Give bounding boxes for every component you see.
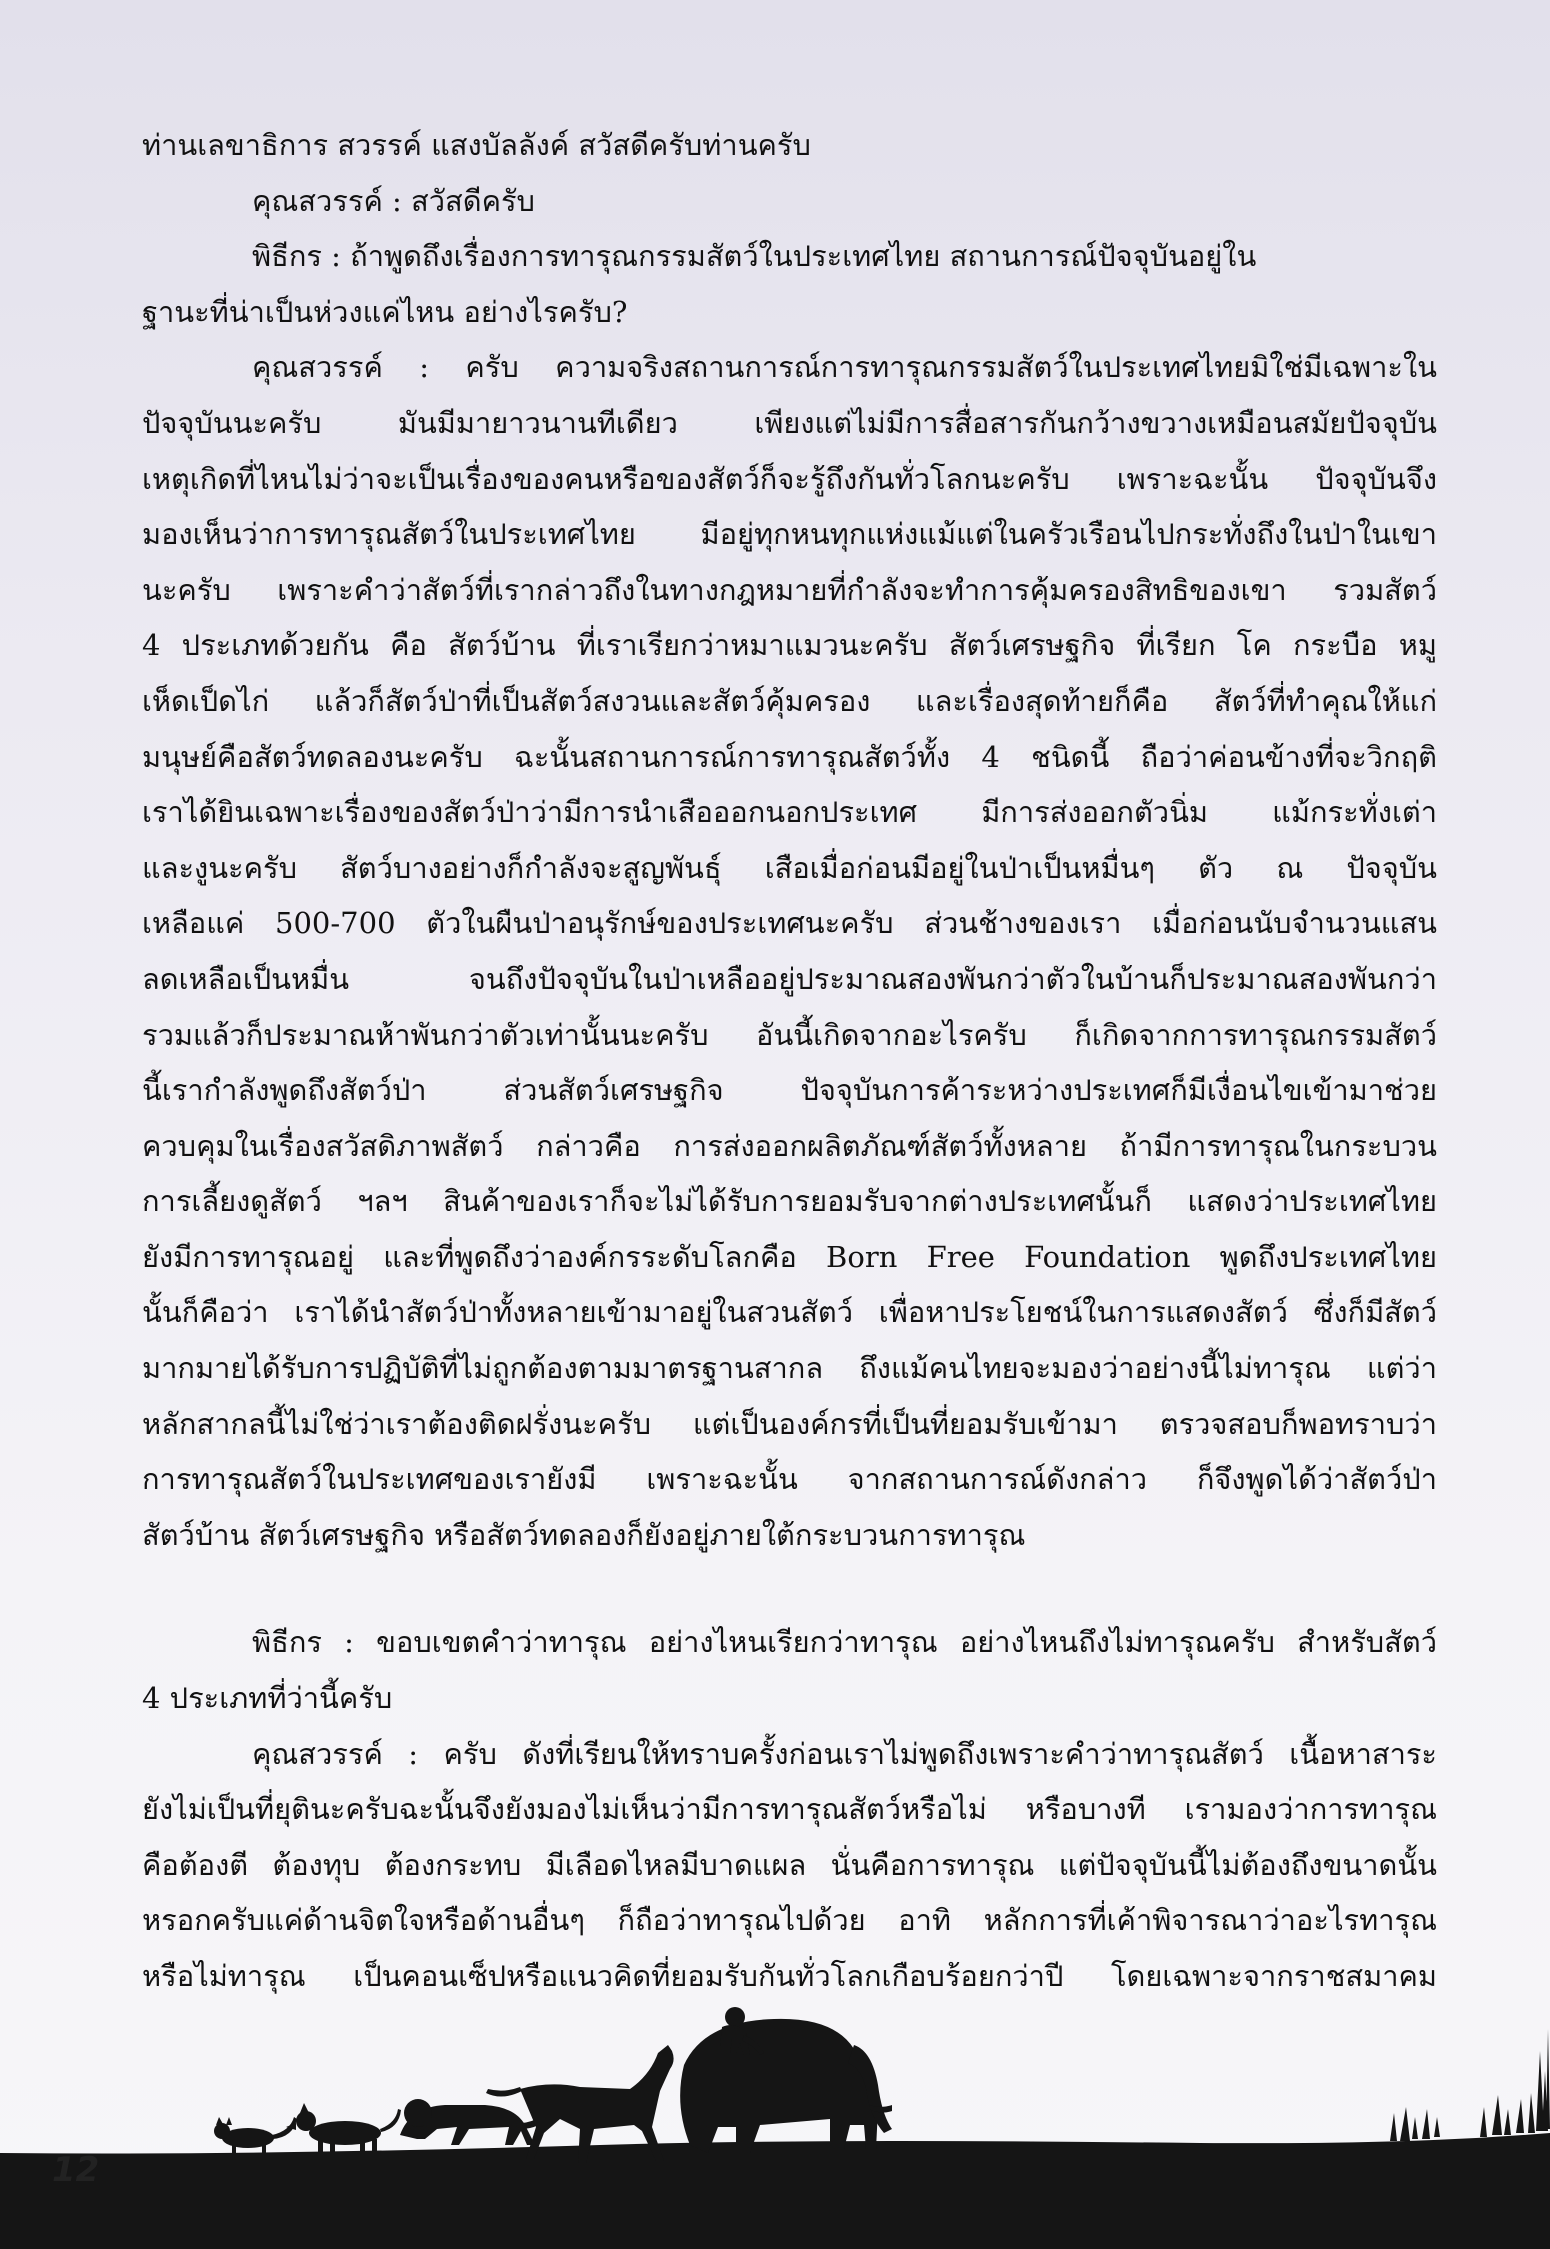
text-line: มองเห็นว่าการทารุณสัตว์ในประเทศไทย มีอยู่ทุกหนทุกแห่งแม้แต่ในครัวเรือนไปกระทั่งถึงในป่าในเขา bbox=[142, 517, 1437, 552]
elephant-icon bbox=[680, 2019, 892, 2153]
text-line: ควบคุมในเรื่องสวัสดิภาพสัตว์ กล่าวคือ การส่งออกผลิตภัณฑ์สัตว์ทั้งหลาย ถ้ามีการทารุณในกระบวน bbox=[142, 1128, 1437, 1163]
text-line: คุณสวรรค์ : ครับ ความจริงสถานการณ์การทารุณกรรมสัตว์ในประเทศไทยมิใช่มีเฉพาะใน bbox=[252, 350, 1437, 385]
text-line: และงูนะครับ สัตว์บางอย่างก็กำลังจะสูญพันธุ์ เสือเมื่อก่อนมีอยู่ในป่าเป็นหมื่นๆ ตัว ณ ปัจจุบัน bbox=[142, 850, 1437, 885]
text-line: มากมายได้รับการปฏิบัติที่ไม่ถูกต้องตามมาตรฐานสากล ถึงแม้คนไทยจะมองว่าอย่างนี้ไม่ทารุณ แต่ว่า bbox=[142, 1351, 1437, 1386]
text-line: คุณสวรรค์ : ครับ ดังที่เรียนให้ทราบครั้งก่อนเราไม่พูดถึงเพราะคำว่าทารุณสัตว์ เนื้อหาสาระ bbox=[252, 1736, 1437, 1771]
text-line: นะครับ เพราะคำว่าสัตว์ที่เรากล่าวถึงในทางกฎหมายที่กำลังจะทำการคุ้มครองสิทธิของเขา รวมสัตว์ bbox=[142, 572, 1437, 607]
text-line: พิธีกร : ขอบเขตคำว่าทารุณ อย่างไหนเรียกว่าทารุณ อย่างไหนถึงไม่ทารุณครับ สำหรับสัตว์ bbox=[252, 1625, 1437, 1660]
text-line: ลดเหลือเป็นหมื่น จนถึงปัจจุบันในป่าเหลืออยู่ประมาณสองพันกว่าตัวในบ้านก็ประมาณสองพันกว่า bbox=[142, 961, 1437, 996]
text-line: เหตุเกิดที่ไหนไม่ว่าจะเป็นเรื่องของคนหรือของสัตว์ก็จะรู้ถึงกันทั่วโลกนะครับ เพราะฉะนั้น ปัจจุบันจึง bbox=[142, 461, 1437, 496]
animal-silhouette-footer bbox=[0, 2005, 1550, 2249]
text-line: ปัจจุบันนะครับ มันมีมายาวนานทีเดียว เพียงแต่ไม่มีการสื่อสารกันกว้างขวางเหมือนสมัยปัจจุบัน bbox=[142, 405, 1437, 440]
page-number: 12 bbox=[52, 2150, 100, 2190]
text-line: การเลี้ยงดูสัตว์ ฯลฯ สินค้าของเราก็จะไม่ได้รับการยอมรับจากต่างประเทศนั้นก็ แสดงว่าประเทศไทย bbox=[142, 1184, 1437, 1219]
text-line: สัตว์บ้าน สัตว์เศรษฐกิจ หรือสัตว์ทดลองก็ยังอยู่ภายใต้กระบวนการทารุณ bbox=[142, 1517, 1026, 1552]
body-text bbox=[142, 118, 1437, 2005]
cat-icon bbox=[214, 2117, 297, 2155]
text-line: มนุษย์คือสัตว์ทดลองนะครับ ฉะนั้นสถานการณ์การทารุณสัตว์ทั้ง 4 ชนิดนี้ ถือว่าค่อนข้างที่จะวิกฤติ bbox=[142, 739, 1437, 774]
text-line: คือต้องตี ต้องทุบ ต้องกระทบ มีเลือดไหลมีบาดแผล นั่นคือการทารุณ แต่ปัจจุบันนี้ไม่ต้องถึงขนาดนั้น bbox=[142, 1847, 1437, 1882]
text-line: พิธีกร : ถ้าพูดถึงเรื่องการทารุณกรรมสัตว์ในประเทศไทย สถานการณ์ปัจจุบันอยู่ใน bbox=[252, 239, 1257, 274]
text-line: นั้นก็คือว่า เราได้นำสัตว์ป่าทั้งหลายเข้ามาอยู่ในสวนสัตว์ เพื่อหาประโยชน์ในการแสดงสัตว์ ซึ่งก็มีสัตว์ bbox=[142, 1295, 1437, 1330]
text-line: การทารุณสัตว์ในประเทศของเรายังมี เพราะฉะนั้น จากสถานการณ์ดังกล่าว ก็จึงพูดได้ว่าสัตว์ป่า bbox=[142, 1462, 1437, 1497]
text-line: คุณสวรรค์ : สวัสดีครับ bbox=[252, 183, 535, 218]
text-line: หรือไม่ทารุณ เป็นคอนเซ็ปหรือแนวคิดที่ยอมรับกันทั่วโลกเกือบร้อยกว่าปี โดยเฉพาะจากราชสมาคม bbox=[142, 1959, 1437, 1993]
text-line: หลักสากลนี้ไม่ใช่ว่าเราต้องติดฝรั่งนะครับ แต่เป็นองค์กรที่เป็นที่ยอมรับเข้ามา ตรวจสอบก็พอทราบว่า bbox=[142, 1406, 1437, 1441]
text-line: เราได้ยินเฉพาะเรื่องของสัตว์ป่าว่ามีการนำเสือออกนอกประเทศ มีการส่งออกตัวนิ่ม แม้กระทั่งเต่า bbox=[142, 795, 1437, 830]
text-line: ท่านเลขาธิการ สวรรค์ แสงบัลลังค์ สวัสดีครับท่านครับ bbox=[142, 128, 811, 162]
text-line: รวมแล้วก็ประมาณห้าพันกว่าตัวเท่านั้นนะครับ อันนี้เกิดจากอะไรครับ ก็เกิดจากการทารุณกรรมสัตว์ bbox=[142, 1017, 1437, 1052]
text-line: เหลือแค่ 500-700 ตัวในผืนป่าอนุรักษ์ของประเทศนะครับ ส่วนช้างของเรา เมื่อก่อนนับจำนวนแสน bbox=[142, 906, 1437, 941]
dog-icon bbox=[286, 2103, 401, 2155]
grass-silhouette bbox=[1390, 2029, 1550, 2141]
text-line: ยังมีการทารุณอยู่ และที่พูดถึงว่าองค์กรระดับโลกคือ Born Free Foundation พูดถึงประเทศไทย bbox=[142, 1239, 1437, 1274]
text-line: 4 ประเภทที่ว่านี้ครับ bbox=[142, 1681, 393, 1716]
text-line: เห็ดเป็ดไก่ แล้วก็สัตว์ป่าที่เป็นสัตว์สงวนและสัตว์คุ้มครอง และเรื่องสุดท้ายก็คือ สัตว์ที่ทำคุณให้แก่ bbox=[142, 683, 1437, 718]
text-line: นี้เรากำลังพูดถึงสัตว์ป่า ส่วนสัตว์เศรษฐกิจ ปัจจุบันการค้าระหว่างประเทศก็มีเงื่อนไขเข้ามาช่วย bbox=[142, 1073, 1437, 1108]
text-line: 4 ประเภทด้วยกัน คือ สัตว์บ้าน ที่เราเรียกว่าหมาแมวนะครับ สัตว์เศรษฐกิจ ที่เรียก โค กระบือ หมู bbox=[142, 628, 1437, 663]
text-line: ยังไม่เป็นที่ยุตินะครับฉะนั้นจึงยังมองไม่เห็นว่ามีการทารุณสัตว์หรือไม่ หรือบางที เรามองว่าการทารุณ bbox=[142, 1792, 1437, 1827]
text-line: ฐานะที่น่าเป็นห่วงแค่ไหน อย่างไรครับ? bbox=[142, 294, 628, 329]
text-line: หรอกครับแค่ด้านจิตใจหรือด้านอื่นๆ ก็ถือว่าทารุณไปด้วย อาทิ หลักการที่เค้าพิจารณาว่าอะไรทารุณ bbox=[142, 1903, 1437, 1938]
paragraph-gap bbox=[142, 1563, 1437, 1615]
